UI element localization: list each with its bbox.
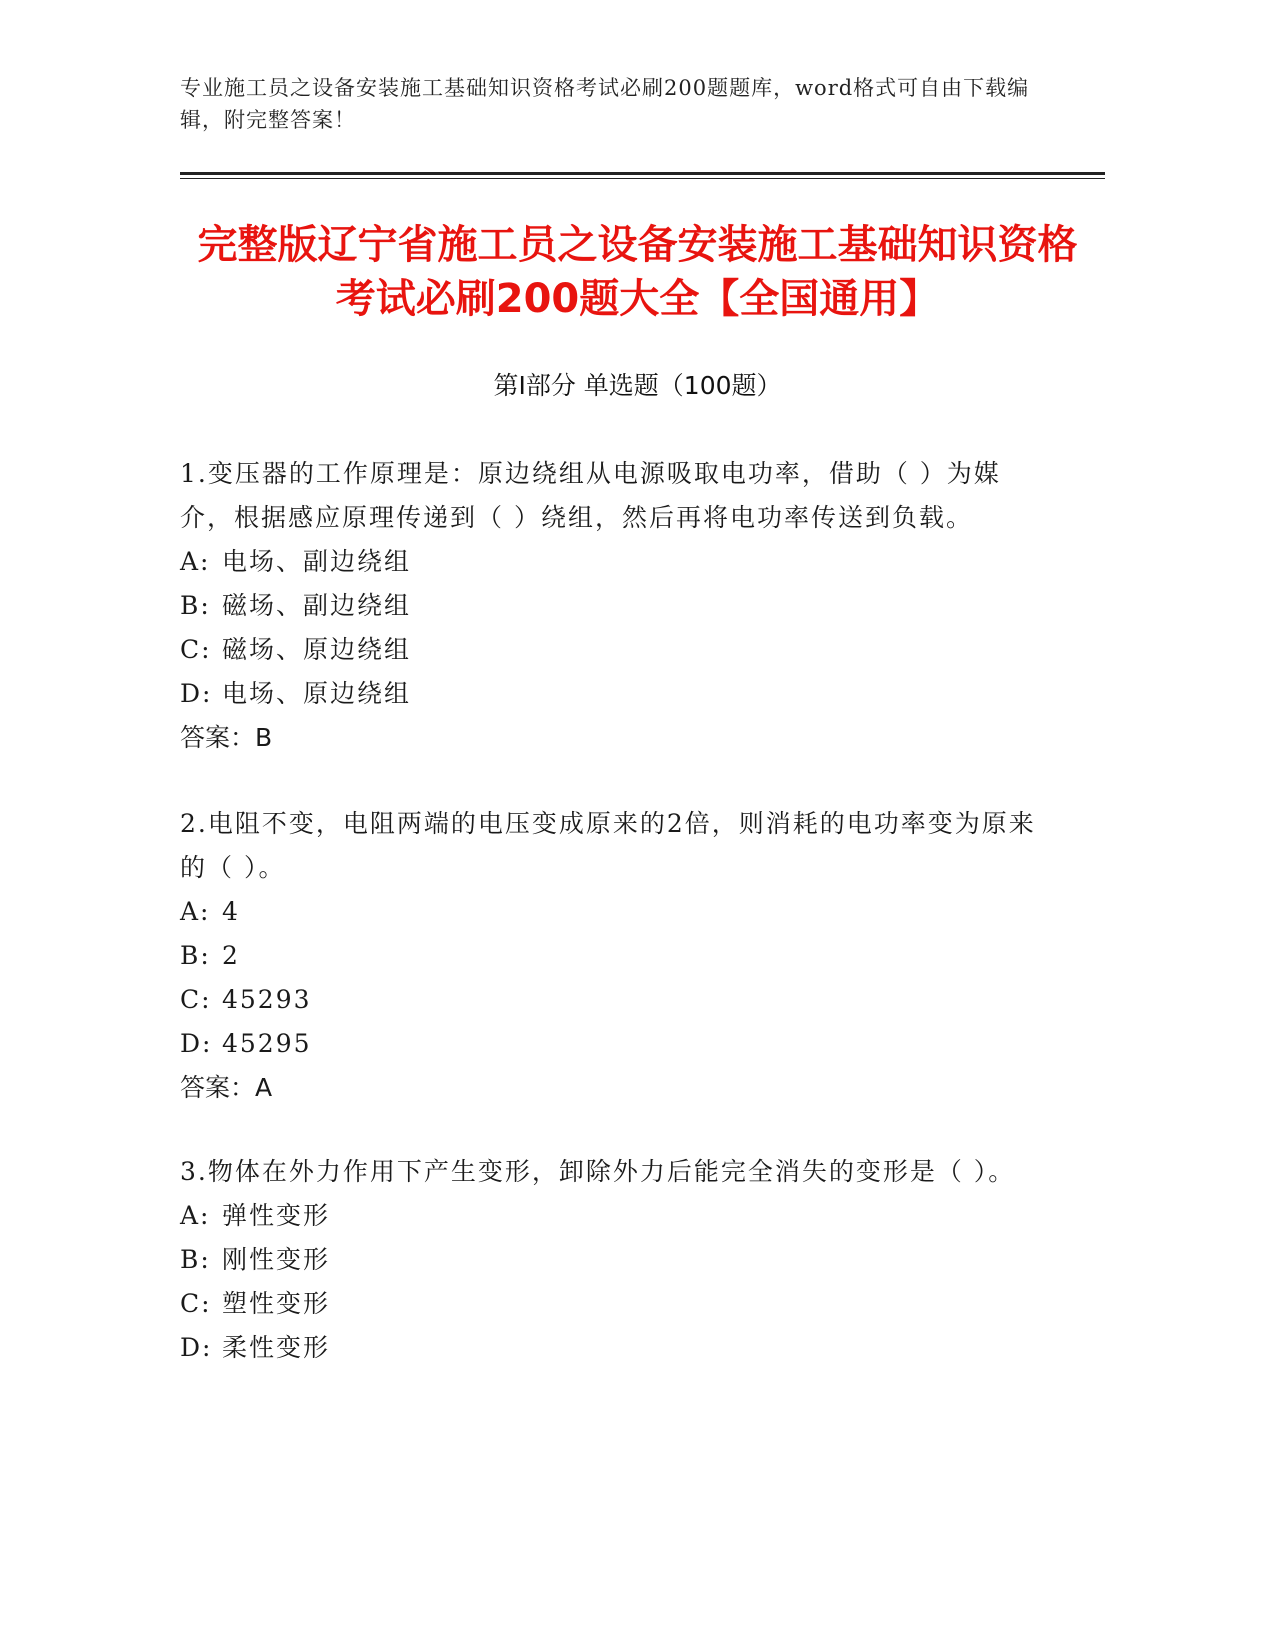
question-option	[180, 1194, 1050, 1238]
question-option	[180, 1022, 1050, 1066]
option-text: 磁场、原边绕组	[222, 635, 412, 664]
option-letter: A:	[180, 547, 211, 576]
option-text: 电场、原边绕组	[222, 679, 412, 708]
question-3	[180, 1150, 1050, 1370]
question-option	[180, 628, 1050, 672]
option-letter: B:	[180, 941, 211, 970]
question-option	[180, 978, 1050, 1022]
question-option	[180, 934, 1050, 978]
option-letter: D:	[180, 1333, 213, 1362]
option-text: 刚性变形	[222, 1245, 331, 1274]
question-2	[180, 802, 1050, 1110]
option-letter: D:	[180, 1029, 213, 1058]
option-text: 磁场、副边绕组	[222, 591, 412, 620]
option-text: 塑性变形	[222, 1289, 331, 1318]
option-text: 柔性变形	[222, 1333, 331, 1362]
option-letter: C:	[180, 1289, 212, 1318]
section-heading: 第I部分 单选题（100题）	[493, 371, 782, 400]
header-note: 专业施工员之设备安装施工基础知识资格考试必刷200题题库，word格式可自由下载编辑，附完整答案！	[180, 76, 1030, 132]
question-stem: 3.物体在外力作用下产生变形，卸除外力后能完全消失的变形是（ ）。	[180, 1157, 1016, 1186]
header-rule-thick	[180, 172, 1105, 175]
question-option	[180, 672, 1050, 716]
question-1	[180, 452, 1050, 760]
option-letter: C:	[180, 635, 212, 664]
option-letter: C:	[180, 985, 212, 1014]
question-answer: 答案：B	[180, 723, 273, 752]
question-option	[180, 1326, 1050, 1370]
question-stem: 2.电阻不变，电阻两端的电压变成原来的2倍，则消耗的电功率变为原来的（ ）。	[180, 809, 1036, 882]
option-letter: A:	[180, 1201, 211, 1230]
option-text: 2	[222, 941, 240, 970]
question-option	[180, 1282, 1050, 1326]
option-text: 弹性变形	[222, 1201, 331, 1230]
option-text: 电场、副边绕组	[222, 547, 412, 576]
option-text: 45293	[222, 985, 312, 1014]
question-option	[180, 1238, 1050, 1282]
option-letter: A:	[180, 897, 211, 926]
document-title: 完整版辽宁省施工员之设备安装施工基础知识资格考试必刷200题大全【全国通用】	[197, 222, 1078, 322]
question-option	[180, 890, 1050, 934]
option-letter: B:	[180, 591, 211, 620]
option-letter: D:	[180, 679, 213, 708]
header-rule-thin	[180, 178, 1105, 179]
question-option	[180, 540, 1050, 584]
question-stem: 1.变压器的工作原理是：原边绕组从电源吸取电功率，借助（ ）为媒介，根据感应原理传递到（ ）绕组，然后再将电功率传送到负载。	[180, 459, 1001, 532]
option-letter: B:	[180, 1245, 211, 1274]
option-text: 45295	[222, 1029, 312, 1058]
question-answer: 答案：A	[180, 1073, 273, 1102]
option-text: 4	[222, 897, 240, 926]
question-option	[180, 584, 1050, 628]
